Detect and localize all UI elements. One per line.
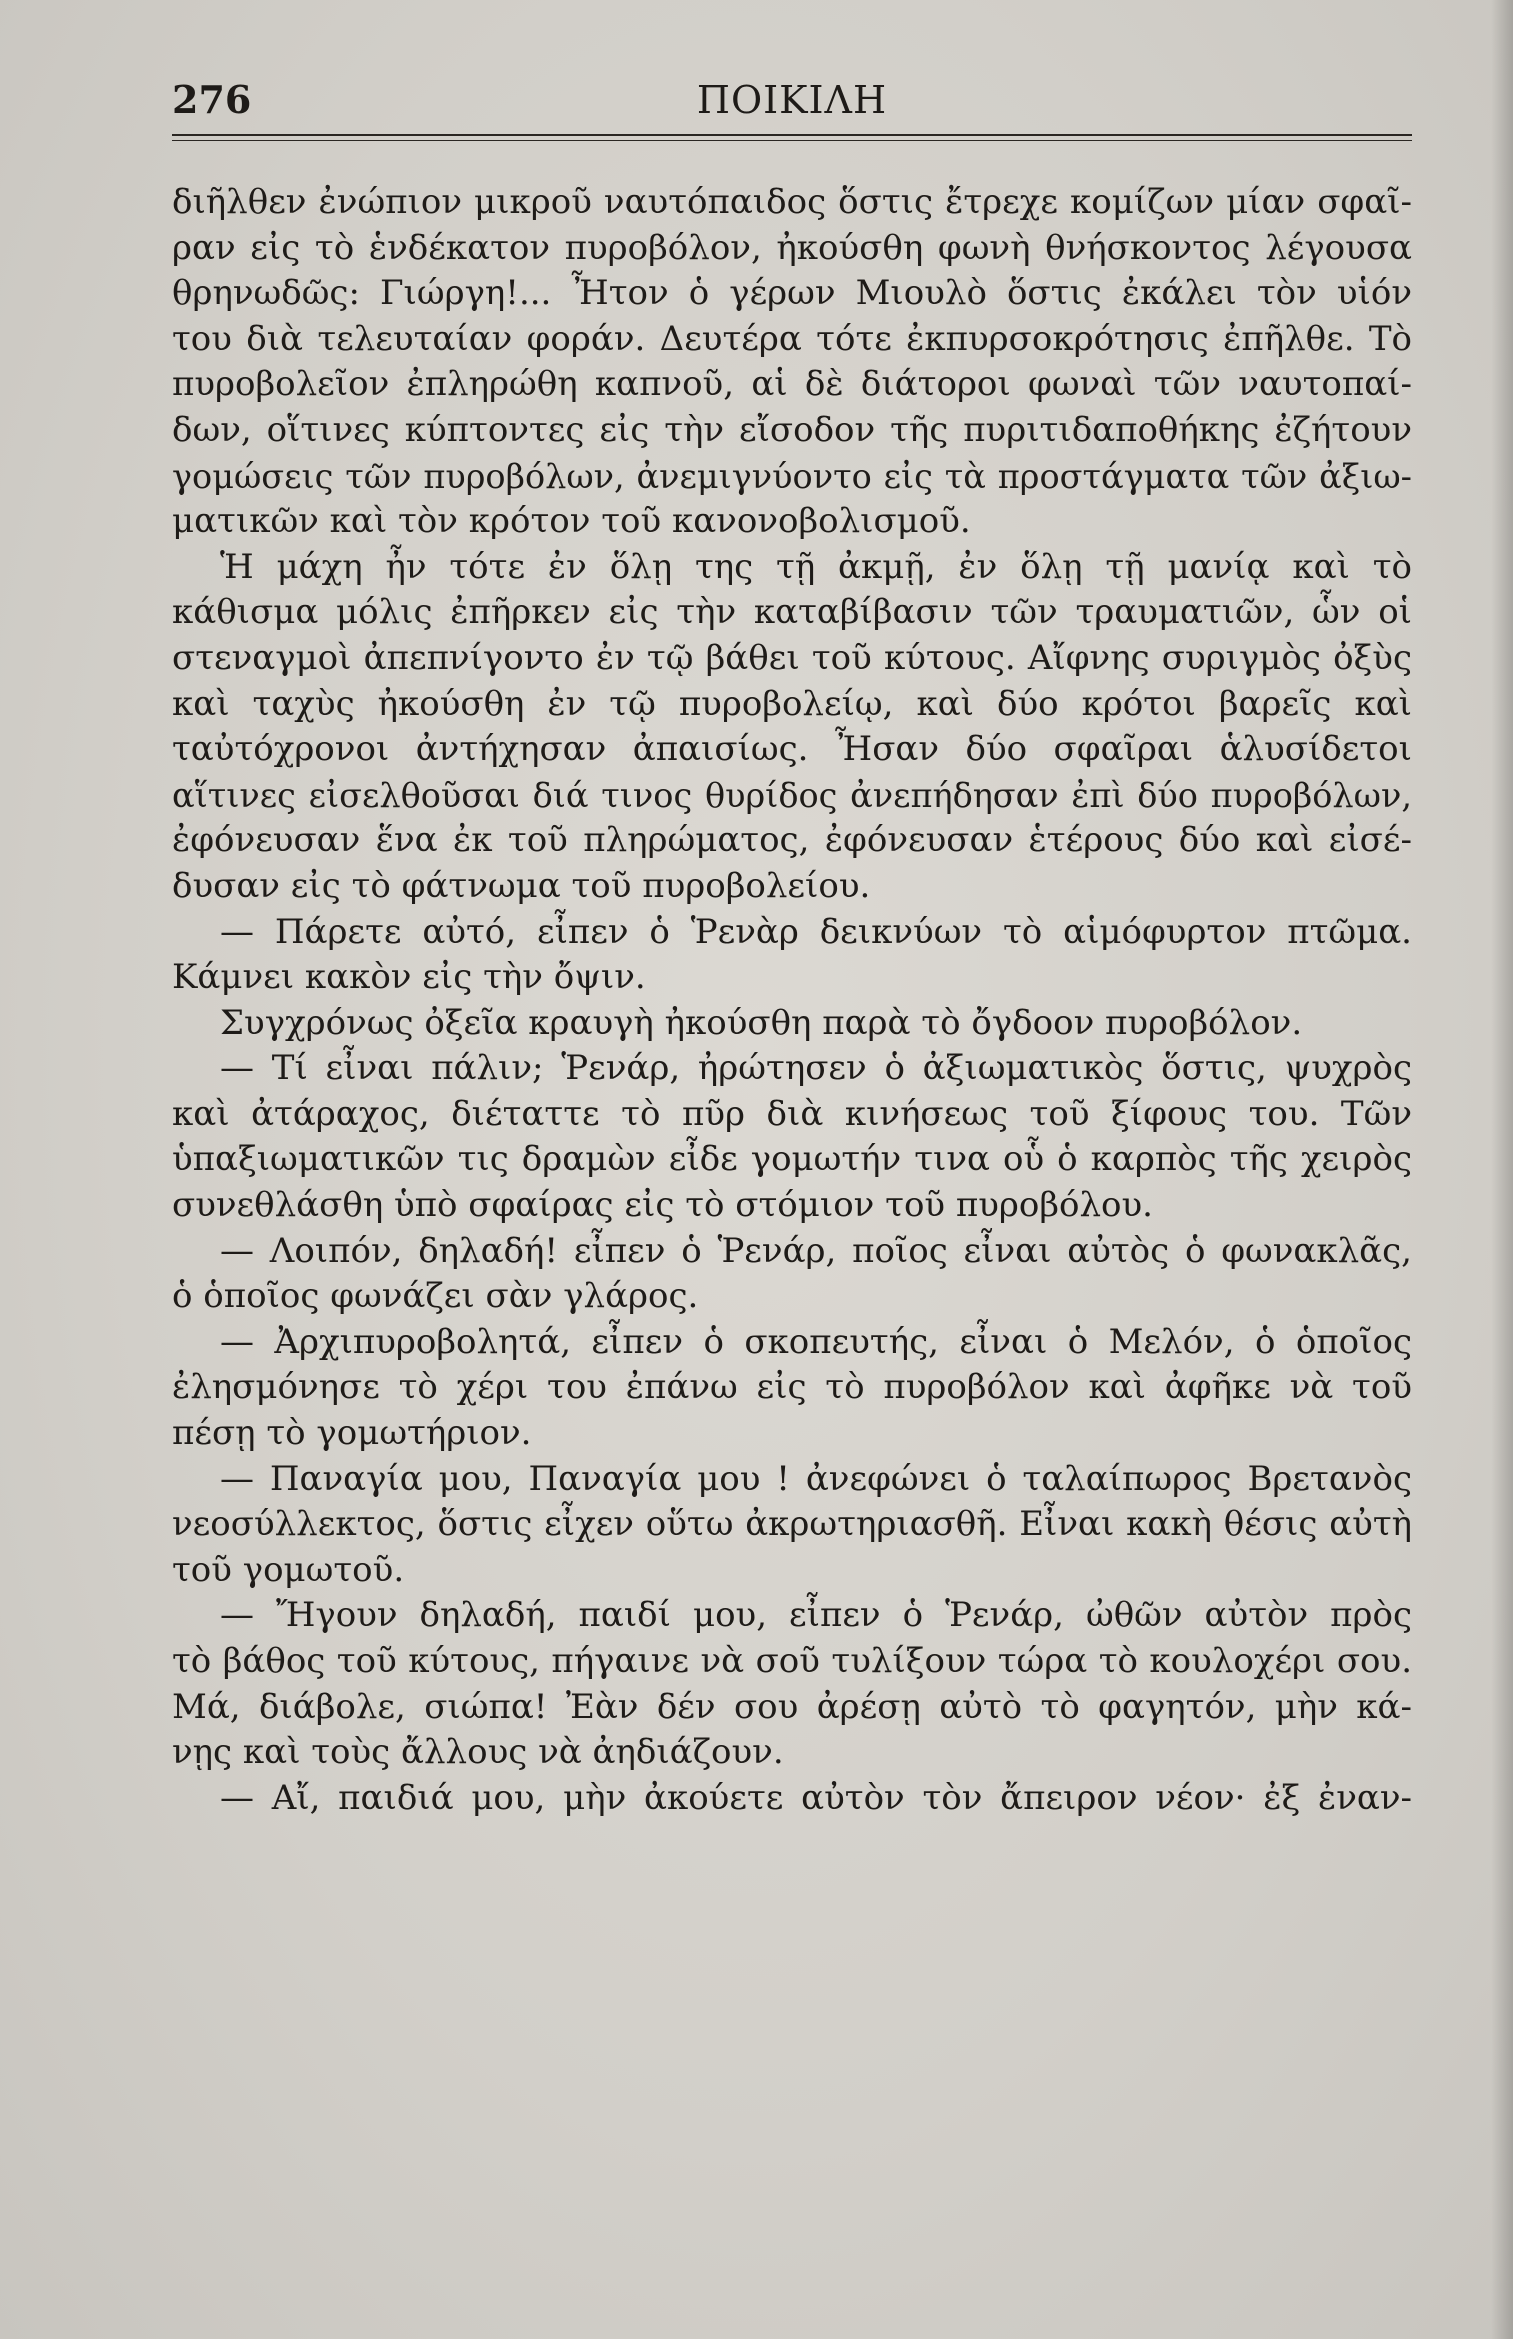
text-line: — Ἤγουν δηλαδή, παιδί μου, εἶπεν ὁ Ῥενάρ, ὠθῶν αὐτὸν πρὸς [220,1595,1412,1636]
text-line: καὶ ταχὺς ἠκούσθη ἐν τῷ πυροβολείῳ, καὶ δύο κρότοι βαρεῖς καὶ [172,683,1412,724]
text-line: του διὰ τελευταίαν φοράν. Δευτέρα τότε ἐκπυρσοκρότησις ἐπῆλθε. Τὸ [172,318,1412,359]
text-line: στεναγμοὶ ἀπεπνίγοντο ἐν τῷ βάθει τοῦ κύτους. Αἴφνης συριγμὸς ὀξὺς [172,637,1412,678]
text-line: ἐφόνευσαν ἕνα ἐκ τοῦ πληρώματος, ἐφόνευσαν ἑτέρους δύο καὶ εἰσέ- [172,820,1412,861]
text-line: πέσῃ τὸ γομωτήριον. [172,1413,532,1454]
text-line: ἐλησμόνησε τὸ χέρι του ἐπάνω εἰς τὸ πυροβόλον καὶ ἀφῆκε νὰ τοῦ [172,1367,1412,1408]
text-line: ὁ ὁποῖος φωνάζει σὰν γλάρος. [172,1276,699,1317]
text-line: ραν εἰς τὸ ἑνδέκατον πυροβόλον, ἠκούσθη φωνὴ θνήσκοντος λέγουσα [172,227,1412,268]
text-line: νῃς καὶ τοὺς ἄλλους νὰ ἀηδιάζουν. [172,1732,784,1773]
text-line: δυσαν εἰς τὸ φάτνωμα τοῦ πυροβολείου. [172,865,871,906]
text-line: καὶ ἀτάραχος, διέταττε τὸ πῦρ διὰ κινήσεως τοῦ ξίφους του. Τῶν [172,1093,1412,1134]
text-line: τοῦ γομωτοῦ. [172,1549,405,1590]
spine-shadow [1491,0,1513,2339]
text-line: θρηνωδῶς: Γιώργη!... Ἦτον ὁ γέρων Μιουλὸ ὅστις ἐκάλει τὸν υἱόν [172,273,1412,314]
text-line: ὑπαξιωματικῶν τις δραμὼν εἶδε γομωτήν τινα οὗ ὁ καρπὸς τῆς χειρὸς [172,1139,1412,1180]
text-line: αἵτινες εἰσελθοῦσαι διά τινος θυρίδος ἀνεπήδησαν ἐπὶ δύο πυροβόλων, [172,775,1412,815]
text-line: νεοσύλλεκτος, ὅστις εἶχεν οὕτω ἀκρωτηριασθῆ. Εἶναι κακὴ θέσις αὐτὴ [172,1504,1412,1545]
text-line: διῆλθεν ἐνώπιον μικροῦ ναυτόπαιδος ὅστις ἔτρεχε κομίζων μίαν σφαῖ- [172,182,1412,222]
text-line: — Παναγία μου, Παναγία μου ! ἀνεφώνει ὁ ταλαίπωρος Βρετανὸς [220,1458,1412,1499]
text-line: — Λοιπόν, δηλαδή! εἶπεν ὁ Ῥενάρ, ποῖος εἶναι αὐτὸς ὁ φωνακλᾶς, [220,1230,1412,1271]
text-line: — Αἴ, παιδιά μου, μὴν ἀκούετε αὐτὸν τὸν ἄπειρον νέον· ἐξ ἐναν- [220,1777,1412,1818]
running-title: ΠΟΙΚΙΛΗ [696,78,888,122]
page-header [172,70,1412,140]
text-line: Ἡ μάχη ἦν τότε ἐν ὅλῃ της τῇ ἀκμῇ, ἐν ὅλῃ τῇ μανίᾳ καὶ τὸ [220,546,1412,587]
text-line: — Πάρετε αὐτό, εἶπεν ὁ Ῥενὰρ δεικνύων τὸ αἱμόφυρτον πτῶμα. [220,911,1412,952]
text-line: δων, οἵτινες κύπτοντες εἰς τὴν εἴσοδον τῆς πυριτιδαποθήκης ἐζήτουν [172,409,1412,450]
text-line: ταὐτόχρονοι ἀντήχησαν ἀπαισίως. Ἦσαν δύο σφαῖραι ἁλυσίδετοι [172,729,1412,770]
text-line: συνεθλάσθη ὑπὸ σφαίρας εἰς τὸ στόμιον τοῦ πυροβόλου. [172,1185,1153,1226]
text-line: γομώσεις τῶν πυροβόλων, ἀνεμιγνύοντο εἰς τὰ προστάγματα τῶν ἀξιω- [172,456,1412,496]
text-line: — Τί εἶναι πάλιν; Ῥενάρ, ἠρώτησεν ὁ ἀξιωματικὸς ὅστις, ψυχρὸς [220,1048,1412,1089]
text-line: — Ἀρχιπυροβολητά, εἶπεν ὁ σκοπευτής, εἶναι ὁ Μελόν, ὁ ὁποῖος [220,1321,1412,1362]
body-text [172,180,1412,1821]
text-line: τὸ βάθος τοῦ κύτους, πήγαινε νὰ σοῦ τυλίξουν τώρα τὸ κουλοχέρι σου. [172,1641,1412,1681]
text-line: Συγχρόνως ὀξεῖα κραυγὴ ἠκούσθη παρὰ τὸ ὄγδοον πυροβόλον. [220,1002,1303,1043]
page-number: 276 [172,77,252,122]
text-line: κάθισμα μόλις ἐπῆρκεν εἰς τὴν καταβίβασιν τῶν τραυματιῶν, ὧν οἱ [172,592,1412,633]
text-line: Μά, διάβολε, σιώπα! Ἐὰν δέν σου ἀρέσῃ αὐτὸ τὸ φαγητόν, μὴν κά- [172,1686,1412,1727]
header-rule [172,134,1412,141]
text-line: ματικῶν καὶ τὸν κρότον τοῦ κανονοβολισμοῦ. [172,501,971,542]
text-line: πυροβολεῖον ἐπληρώθη καπνοῦ, αἱ δὲ διάτοροι φωναὶ τῶν ναυτοπαί- [172,364,1412,405]
text-line: Κάμνει κακὸν εἰς τὴν ὄψιν. [172,957,646,998]
